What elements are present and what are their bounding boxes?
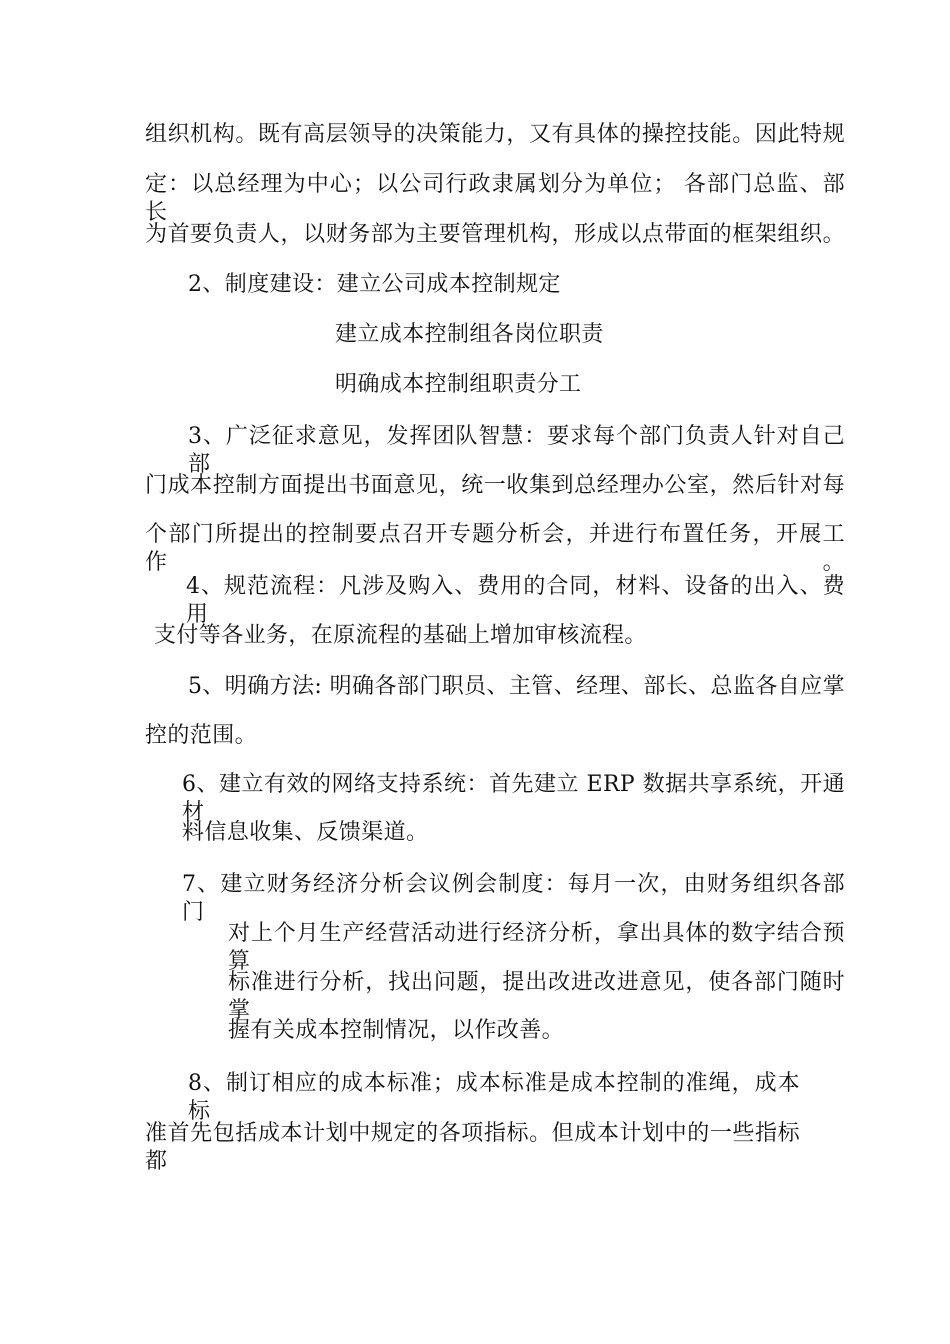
section-4-line-1: 4、规范流程：凡涉及购入、费用的合同，材料、设备的出入、费用: [186, 574, 845, 627]
section-2-item-3: 明确成本控制组职责分工: [335, 372, 582, 397]
section-8-line-1: 8、制订相应的成本标准；成本标准是成本控制的准绳，成本标: [188, 1071, 800, 1124]
section-3-line-3: 个部门所提出的控制要点召开专题分析会，并进行布置任务，开展工作。: [145, 522, 845, 575]
section-3-line-1: 3、广泛征求意见，发挥团队智慧：要求每个部门负责人针对自己部: [188, 424, 845, 477]
section-5-line-2: 控的范围。: [145, 723, 258, 748]
section-6-line-2: 料信息收集、反馈渠道。: [182, 820, 429, 845]
section-7-line-4: 握有关成本控制情况，以作改善。: [228, 1018, 565, 1043]
section-7-line-2: 对上个月生产经营活动进行经济分析，拿出具体的数字结合预算: [228, 921, 845, 974]
section-2-item-2: 建立成本控制组各岗位职责: [335, 322, 604, 347]
section-7-line-1: 7、建立财务经济分析会议例会制度：每月一次，由财务组织各部门: [182, 872, 845, 925]
section-6-line-1: 6、建立有效的网络支持系统：首先建立 ERP 数据共享系统，开通材: [182, 772, 845, 825]
section-8-line-2: 准首先包括成本计划中规定的各项指标。但成本计划中的一些指标都: [145, 1121, 800, 1174]
section-3-line-2: 门成本控制方面提出书面意见，统一收集到总经理办公室，然后针对每: [145, 473, 845, 498]
text-line-2: 定：以总经理为中心；以公司行政隶属划分为单位； 各部门总监、部长: [145, 172, 845, 225]
text-line-1: 组织机构。既有高层领导的决策能力，又有具体的操控技能。因此特规: [145, 122, 845, 147]
section-7-line-3: 标准进行分析，找出问题，提出改进改进意见，使各部门随时掌: [228, 970, 845, 1023]
text-line-3: 为首要负责人，以财务部为主要管理机构，形成以点带面的框架组织。: [145, 222, 845, 247]
section-4-line-2: 支付等各业务，在原流程的基础上增加审核流程。: [154, 623, 647, 648]
section-2-heading: 2、制度建设：建立公司成本控制规定: [188, 272, 561, 297]
section-5-line-1: 5、明确方法: 明确各部门职员、主管、经理、部长、总监各自应掌: [188, 674, 845, 699]
